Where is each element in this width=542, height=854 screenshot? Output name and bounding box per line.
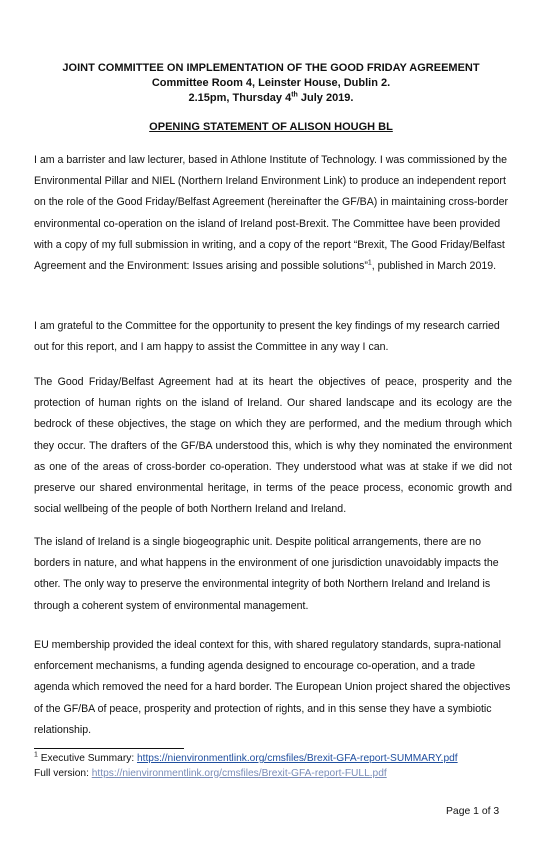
full-report-link[interactable]: https://nienvironmentlink.org/cmsfiles/Brexit-GFA-report-FULL.pdf — [91, 767, 387, 779]
footnote-ref[interactable]: 1 — [367, 259, 372, 267]
page-number: Page 1 of 3 — [446, 806, 500, 817]
paragraph-1: I am a barrister and law lecturer, based in Athlone Institute of Technology. I was commissioned by the Environmental Pillar and NIEL (Northern Ireland Environment Link) to produce an independent report on the role of the Good Friday/Belfast Agreement (hereinafter the GF/BA) in maintaining cross-border environmental co-operation on the island of Ireland post-Brexit. The Committee have been provided with a copy of my full submission in writing, and a copy of the report “Brexit, The Good Friday/Belfast Agreement and the Environment: Issues arising and possible solutions”$^1$, published in March 2019. — [34, 154, 509, 273]
meeting-datetime: 2.15pm, Thursday 4th July 2019. — [188, 91, 354, 104]
footnote-full: Full version: https://nienvironmentlink.org/cmsfiles/Brexit-GFA-report-FULL.pdf — [34, 767, 387, 779]
paragraph-4: The island of Ireland is a single biogeographic unit. Despite political arrangements, there are no borders in nature, and what happens in the environment of one jurisdiction unavoidably impacts the other. The only way to preserve the environmental integrity of both Northern Ireland and Ireland is through a coherent system of environmental management. — [34, 536, 499, 612]
footnote-summary: $^1$ Executive Summary: https://nienvironmentlink.org/cmsfiles/Brexit-GFA-report-SUMMARY.pdf — [34, 751, 458, 764]
document-header — [0, 61, 542, 106]
footnote-separator — [34, 748, 184, 749]
committee-title: JOINT COMMITTEE ON IMPLEMENTATION OF THE GOOD FRIDAY AGREEMENT — [62, 62, 480, 74]
paragraph-3: The Good Friday/Belfast Agreement had at its heart the objectives of peace, prosperity and the protection of human rights on the island of Ireland. Our shared landscape and its ecology are the bedrock of these objectives, the stage on which they are performed, and the medium through which they occur. The drafters of the GF/BA understood this, which is why they nominated the environment as one of the areas of cross-border co-operation. They understood what was at stake if we did not preserve our shared environmental heritage, in terms of the peace process, economic growth and social wellbeing of the people of both Northern Ireland and Ireland. — [34, 376, 512, 516]
paragraph-5: EU membership provided the ideal context for this, with shared regulatory standards, supra-national enforcement mechanisms, a funding agenda designed to encourage co-operation, and a trade agenda which removed the need for a hard border. The European Union project shared the objectives of the GF/BA of peace, prosperity and protection of rights, and in this sense they have a symbiotic relationship. — [34, 639, 511, 736]
statement-title: OPENING STATEMENT OF ALISON HOUGH BL — [149, 121, 393, 133]
summary-report-link[interactable]: https://nienvironmentlink.org/cmsfiles/Brexit-GFA-report-SUMMARY.pdf — [136, 753, 458, 764]
paragraph-2: I am grateful to the Committee for the opportunity to present the key findings of my research carried out for this report, and I am happy to assist the Committee in any way I can. — [34, 320, 500, 354]
meeting-location: Committee Room 4, Leinster House, Dublin 2. — [151, 77, 391, 89]
footnotes — [34, 752, 514, 781]
